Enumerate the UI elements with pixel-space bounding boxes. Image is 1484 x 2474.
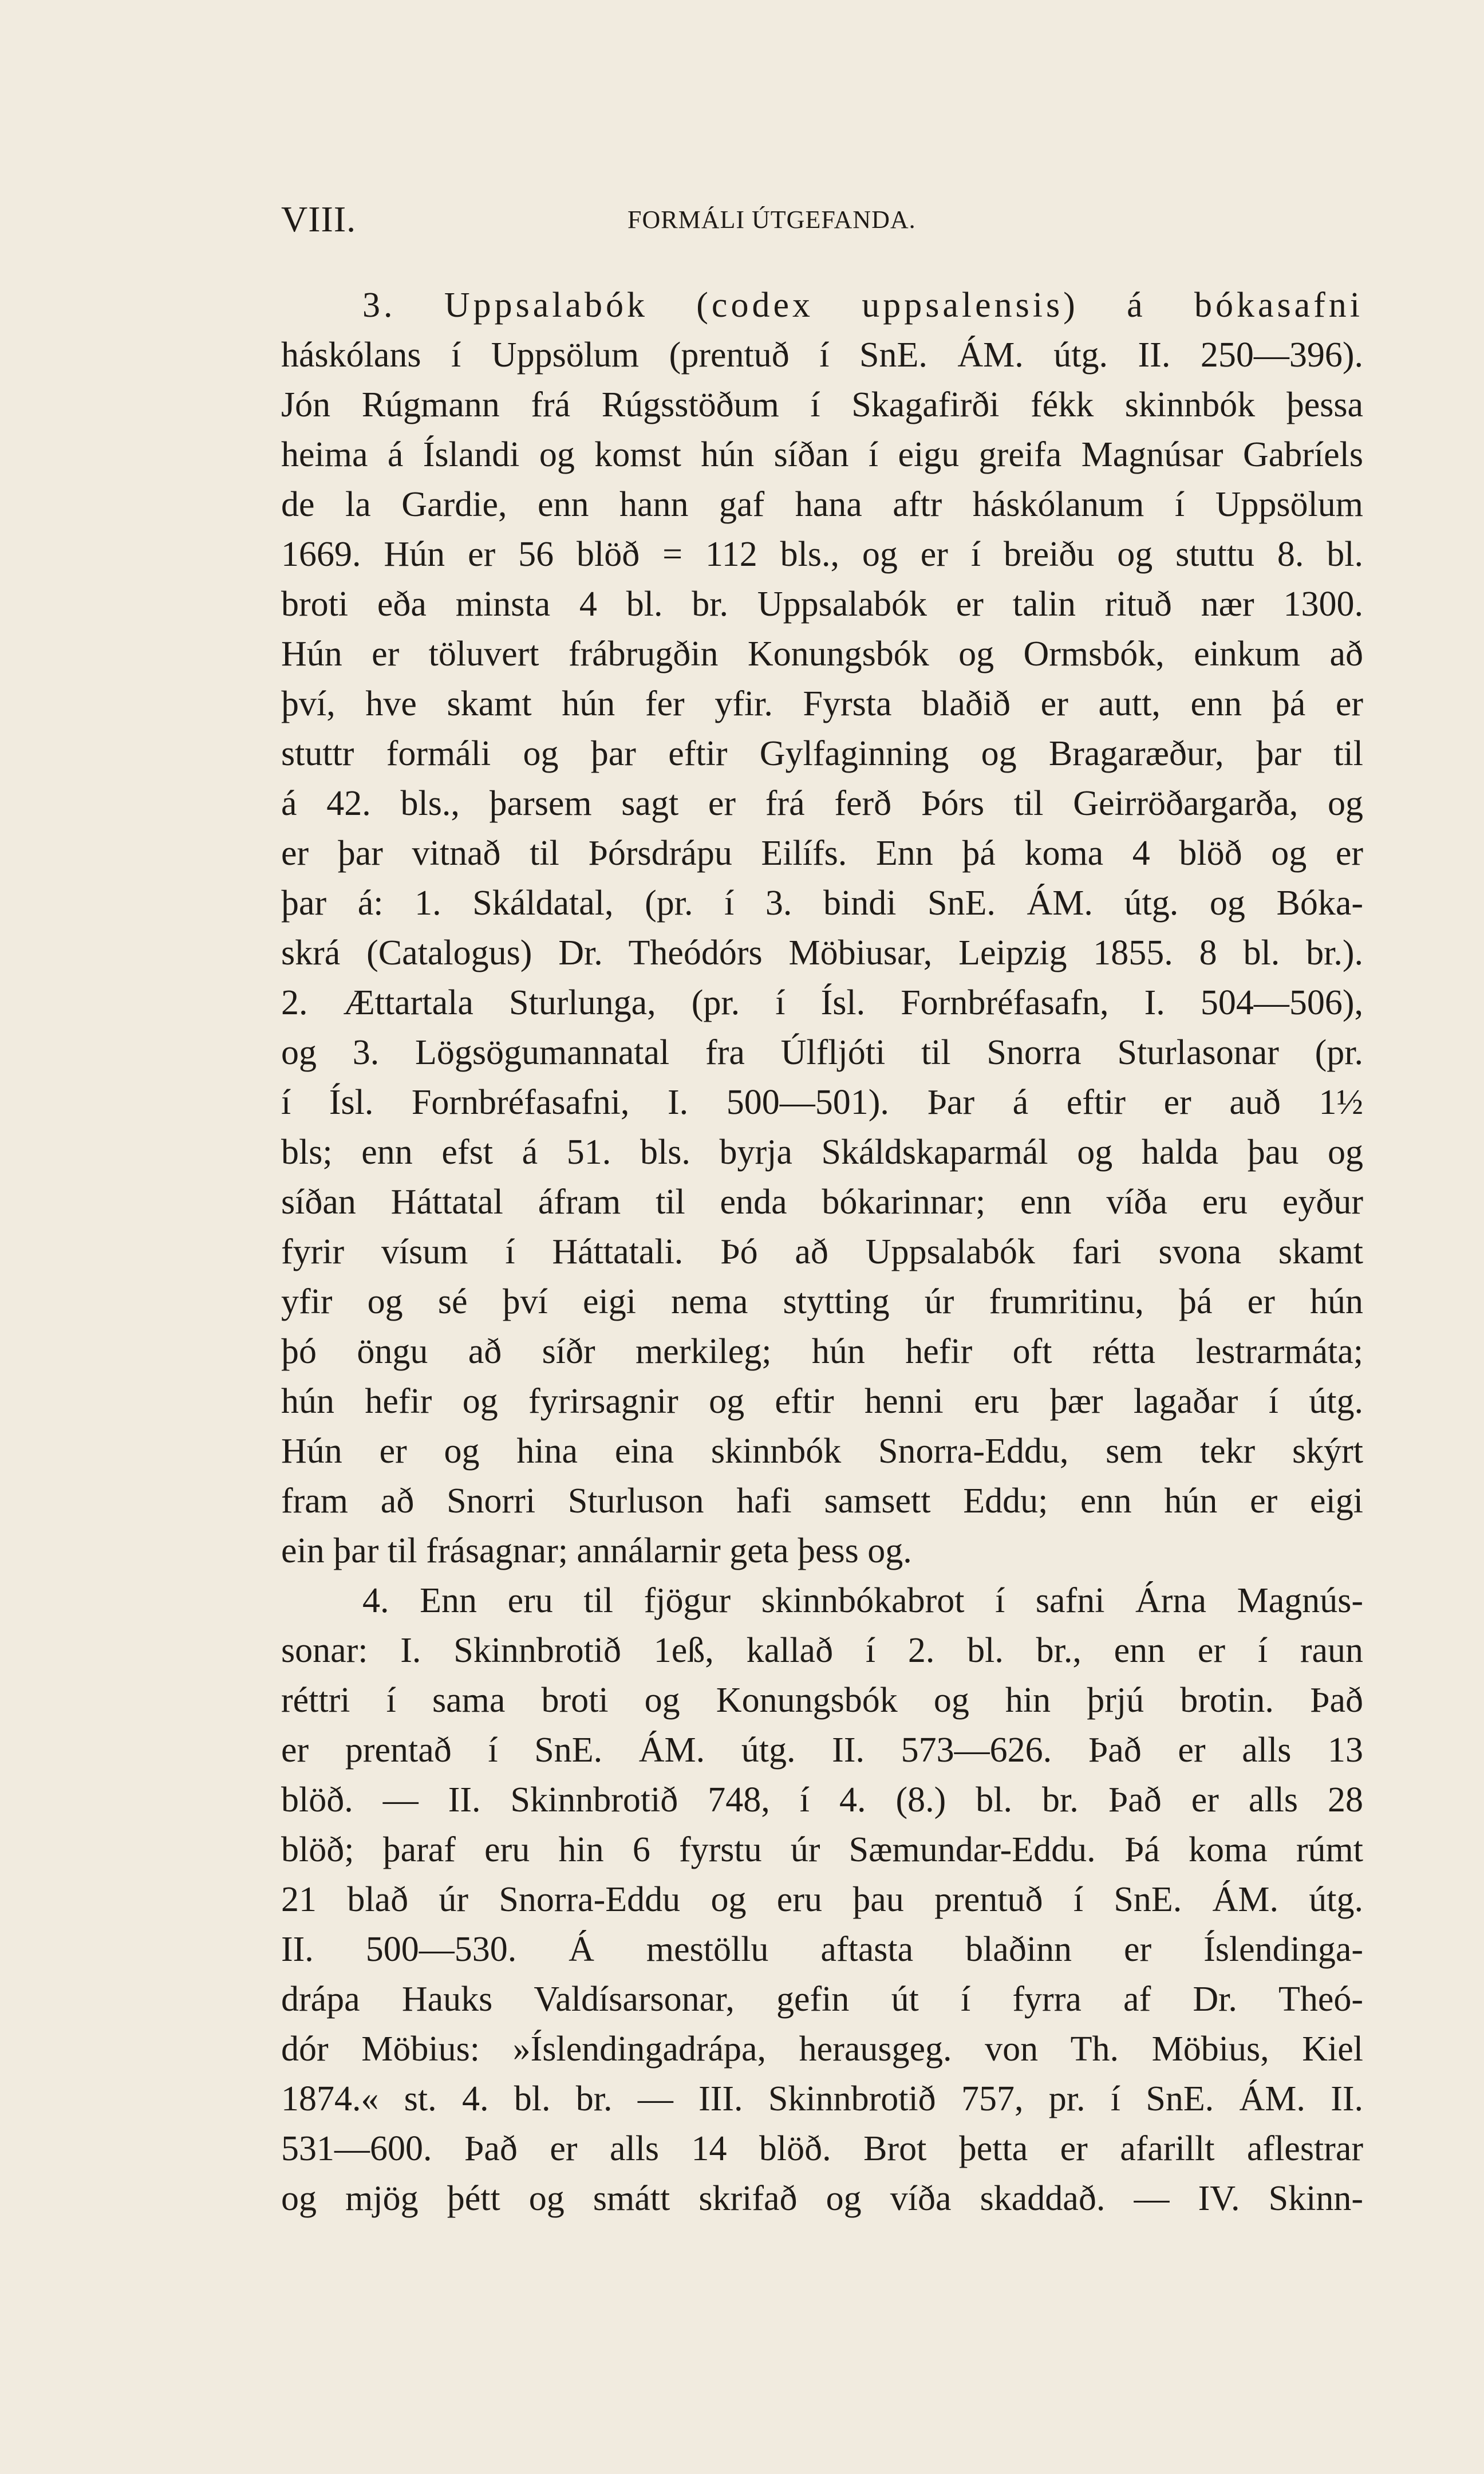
text-line: drápa Hauks Valdísarsonar, gefin út í fyrra af Dr. Theó-: [281, 1980, 1363, 2019]
text-line: er þar vitnað til Þórsdrápu Eilífs. Enn þá koma 4 blöð og er: [281, 834, 1363, 873]
body-text: [281, 281, 1363, 2224]
text-line: síðan Háttatal áfram til enda bókarinnar; enn víða eru eyður: [281, 1183, 1363, 1222]
text-line: Hún er töluvert frábrugðin Konungsbók og Ormsbók, einkum að: [281, 635, 1363, 673]
text-line: de la Gardie, enn hann gaf hana aftr háskólanum í Uppsölum: [281, 485, 1363, 524]
text-line: þó öngu að síðr merkileg; hún hefir oft rétta lestrarmáta;: [281, 1332, 1363, 1371]
text-line: broti eða minsta 4 bl. br. Uppsalabók er talin rituð nær 1300.: [281, 585, 1363, 624]
text-line: heima á Íslandi og komst hún síðan í eigu greifa Magnúsar Gabríels: [281, 435, 1363, 474]
text-line: háskólans í Uppsölum (prentuð í SnE. ÁM. útg. II. 250—396).: [281, 336, 1363, 375]
text-line: því, hve skamt hún fer yfir. Fyrsta blaðið er autt, enn þá er: [281, 684, 1363, 723]
text-line: blöð; þaraf eru hin 6 fyrstu úr Sæmundar-Eddu. Þá koma rúmt: [281, 1830, 1363, 1869]
text-line: og mjög þétt og smátt skrifað og víða skaddað. — IV. Skinn-: [281, 2179, 1363, 2218]
text-line: dór Möbius: »Íslendingadrápa, herausgeg. von Th. Möbius, Kiel: [281, 2030, 1363, 2069]
text-line: 21 blað úr Snorra-Eddu og eru þau prentuð í SnE. ÁM. útg.: [281, 1880, 1363, 1919]
text-line: 3. Uppsalabók (codex uppsalensis) á bókasafni: [362, 286, 1363, 325]
text-line: bls; enn efst á 51. bls. byrja Skáldskaparmál og halda þau og: [281, 1133, 1363, 1172]
text-line: stuttr formáli og þar eftir Gylfaginning og Bragaræður, þar til: [281, 734, 1363, 773]
text-line: 1669. Hún er 56 blöð = 112 bls., og er í breiðu og stuttu 8. bl.: [281, 535, 1363, 574]
running-title: FORMÁLI ÚTGEFANDA.: [627, 206, 916, 234]
text-line: og 3. Lögsögumannatal fra Úlfljóti til Snorra Sturlasonar (pr.: [281, 1033, 1363, 1072]
text-line: 531—600. Það er alls 14 blöð. Brot þetta er afarillt aflestrar: [281, 2129, 1363, 2168]
text-line: fram að Snorri Sturluson hafi samsett Eddu; enn hún er eigi: [281, 1482, 1363, 1520]
page-header: [281, 194, 1363, 245]
text-line: sonar: I. Skinnbrotið 1eß, kallað í 2. bl. br., enn er í raun: [281, 1631, 1363, 1670]
text-line: hún hefir og fyrirsagnir og eftir henni eru þær lagaðar í útg.: [281, 1382, 1363, 1421]
text-line: 4. Enn eru til fjögur skinnbókabrot í safni Árna Magnús-: [362, 1581, 1363, 1620]
page-number: VIII.: [281, 199, 357, 239]
text-line: ein þar til frásagnar; annálarnir geta þess og.: [281, 1531, 912, 1570]
text-line: er prentað í SnE. ÁM. útg. II. 573—626. Það er alls 13: [281, 1731, 1363, 1770]
text-line: 2. Ættartala Sturlunga, (pr. í Ísl. Fornbréfasafn, I. 504—506),: [281, 983, 1363, 1022]
text-line: þar á: 1. Skáldatal, (pr. í 3. bindi SnE. ÁM. útg. og Bóka-: [281, 884, 1363, 923]
text-line: II. 500—530. Á mestöllu aftasta blaðinn er Íslendinga-: [281, 1930, 1363, 1969]
text-line: yfir og sé því eigi nema stytting úr frumritinu, þá er hún: [281, 1282, 1363, 1321]
text-line: Jón Rúgmann frá Rúgsstöðum í Skagafirði fékk skinnbók þessa: [281, 385, 1363, 424]
text-line: Hún er og hina eina skinnbók Snorra-Eddu, sem tekr skýrt: [281, 1432, 1363, 1471]
text-line: fyrir vísum í Háttatali. Þó að Uppsalabók fari svona skamt: [281, 1232, 1363, 1271]
text-line: 1874.« st. 4. bl. br. — III. Skinnbrotið 757, pr. í SnE. ÁM. II.: [281, 2079, 1363, 2118]
text-line: skrá (Catalogus) Dr. Theódórs Möbiusar, Leipzig 1855. 8 bl. br.).: [281, 933, 1363, 972]
text-line: á 42. bls., þarsem sagt er frá ferð Þórs til Geirröðargarða, og: [281, 784, 1363, 823]
text-line: blöð. — II. Skinnbrotið 748, í 4. (8.) bl. br. Það er alls 28: [281, 1780, 1363, 1819]
text-line: réttri í sama broti og Konungsbók og hin þrjú brotin. Það: [281, 1681, 1363, 1720]
text-line: í Ísl. Fornbréfasafni, I. 500—501). Þar á eftir er auð 1½: [281, 1083, 1363, 1122]
